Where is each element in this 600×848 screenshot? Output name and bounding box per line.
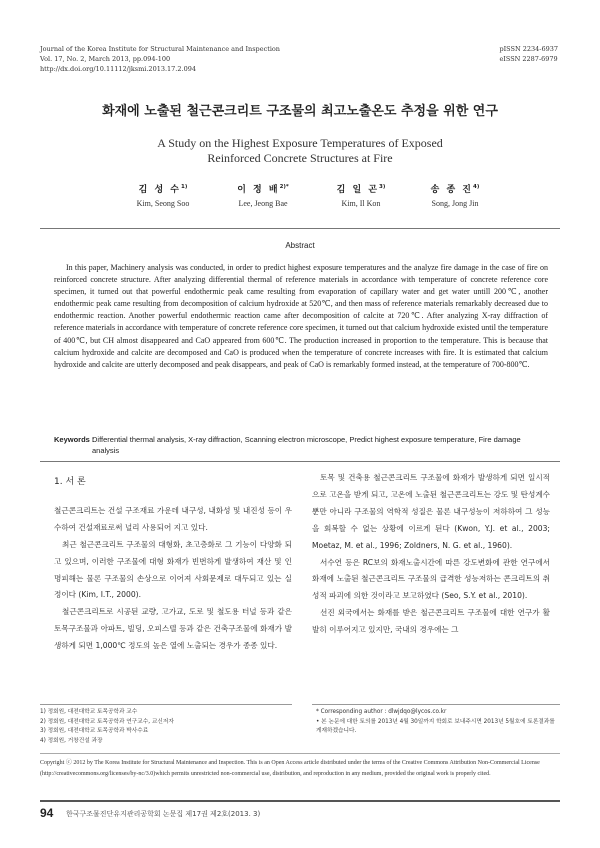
body-right-column — [312, 470, 550, 639]
body-paragraph: 선진 외국에서는 화재를 받은 철근콘크리트 구조물에 대한 연구가 활발히 이루어지고 있지만, 국내의 경우에는 그 — [312, 608, 550, 635]
page-number: 94 — [40, 806, 54, 820]
title-english — [0, 136, 600, 166]
author-4-name-en: Song, Jong Jin — [431, 199, 479, 208]
title-english-line-2: Reinforced Concrete Structures at Fire — [207, 151, 393, 165]
abstract-top-rule — [40, 228, 560, 229]
section-1-title: 1. 서 론 — [54, 477, 86, 487]
abstract-body: In this paper, Machinery analysis was conducted, in order to predict highest exposure temperatures and the analyze fire damage in the case of fire on reinforced concrete structure. After analyzing differential thermal of reference materials in accordance with temperature of concrete reference core specimen, it turned out that powerful endothermic peak came resulting from evaporation of capillary water and get water untill 200℃, another endothermic peak came resulting from decomposition of calcium hydroxide at 520℃, and then mass of reference materials remarkably decreased due to endothermic reaction. Another powerful endothermic reaction came after decomposition of calcite at 720℃. After analyzing X-ray diffraction of reference materials in accordance with temperature of concrete reference core specimen, it turned out that calcium hydroxide existed until the temperature of 400℃, but CH almost disappeared and CaO appeared from 600℃. The production increased in proportion to the temperature. This is because that calcium hydroxide and calcite are decomposed and CaO is produced when the temperature of concrete increases with fire. It is estimated that calcium hydroxide and calcite are utterly decomposed and peak disappears, and peak of CaO is remarkably formed instead, at the temperature of 700-800℃. — [54, 263, 548, 369]
title-english-line-1: A Study on the Highest Exposure Temperatures of Exposed — [157, 136, 443, 150]
copyright-notice: Copyright ⓒ 2012 by The Korea Institute for Structural Maintenance and Inspection. This is an Open Access article distributed under the terms of the Creative Commons Attribution Non-Commercial License (http://creativecommons.org/licenses/by-nc/3.0)which permits unrestricted non-commercial use, distribution, and reproduction in any medium, provided the original work is properly cited. — [40, 760, 540, 777]
copyright-rule — [40, 753, 560, 754]
body-left-column — [54, 474, 292, 655]
journal-footer: 한국구조물진단유지관리공학회 논문집 제17권 제2호(2013. 3) — [66, 810, 261, 818]
footnotes-correspondence — [316, 708, 556, 737]
doi-link[interactable]: http://dx.doi.org/10.11112/jksmi.2013.17.2.094 — [40, 65, 196, 73]
keywords-bottom-rule — [40, 461, 560, 462]
author-3-affil: 3) — [379, 184, 386, 190]
keywords-text: Differential thermal analysis, X-ray diffraction, Scanning electron microscope, Predict highest exposure temperature, Fire damage analysis — [92, 435, 521, 455]
body-paragraph: 서수연 등은 RC보의 화재노출시간에 따른 강도변화에 관한 연구에서 화재에 노출된 철근콘크리트 구조물의 급격한 성능저하는 콘크리트의 취성적 파괴에 의한 것이라고 보고하였다 (Seo, S.Y. et al., 2010). — [312, 557, 550, 601]
footer-rule — [40, 800, 560, 802]
footnote-rule-right — [312, 704, 560, 705]
footnote: 2) 정회원, 대전대학교 토목공학과 연구교수, 교신저자 — [40, 718, 174, 725]
footnote: 1) 정회원, 대전대학교 토목공학과 교수 — [40, 709, 138, 715]
journal-name: Journal of the Korea Institute for Structural Maintenance and Inspection — [40, 45, 280, 53]
author-1-affil: 1) — [181, 184, 188, 190]
body-paragraph: 철근콘크리트는 건설 구조재료 가운데 내구성, 내화성 및 내진성 등이 우수하여 건설재료로써 널리 사용되어 지고 있다. — [54, 505, 292, 532]
author-4-name-ko: 송 종 진 — [430, 185, 473, 195]
author-1-name-en: Kim, Seong Soo — [136, 199, 190, 208]
author-2-name-ko: 이 정 배 — [237, 185, 280, 195]
journal-header-info — [40, 44, 280, 74]
footnote: 4) 정회원, 거창건설 과장 — [40, 737, 103, 744]
author-2-name-en: Lee, Jeong Bae — [238, 199, 288, 208]
abstract-heading: Abstract — [285, 241, 315, 250]
corresponding-author: * Corresponding author : dlwjdqo@lycos.co.kr — [316, 709, 447, 715]
author-3-name-ko: 김 일 곤 — [336, 185, 379, 195]
keywords-label: Keywords : — [54, 435, 95, 444]
author-2 — [218, 182, 308, 208]
body-paragraph: 최근 철근콘크리트 구조물의 대형화, 초고층화로 그 기능이 다양화 되고 있으며, 이러한 구조물에 대형 화재가 빈번하게 발생하여 재산 및 인명피해는 물론 구조물의 손상으로 이어져 사회문제로 대두되고 있는 실정이다 (Kim, I.T., 2000). — [54, 539, 292, 600]
footnote-rule-left — [40, 704, 292, 705]
footnotes-affiliations — [40, 708, 290, 746]
eissn: eISSN 2287-6979 — [499, 55, 558, 63]
author-3 — [316, 182, 406, 208]
author-1-name-ko: 김 성 수 — [138, 185, 181, 195]
author-4 — [410, 182, 500, 208]
pissn: pISSN 2234-6937 — [499, 45, 558, 53]
keywords — [54, 434, 548, 456]
author-2-affil: 2)* — [279, 184, 289, 190]
author-4-affil: 4) — [473, 184, 480, 190]
title-korean: 화재에 노출된 철근콘크리트 구조물의 최고노출온도 추정을 위한 연구 — [102, 104, 498, 119]
discussion-note: • 본 논문에 대한 토의를 2013년 4월 30일까지 학회로 보내주시면 2013년 5월호에 토론결과를 게재하겠습니다. — [316, 718, 555, 735]
author-1 — [118, 182, 208, 208]
body-paragraph: 토목 및 건축용 철근콘크리트 구조물에 화재가 발생하게 되면 일시적으로 고온을 받게 되고, 고온에 노출된 철근콘크리트는 강도 및 탄성계수뿐만 아니라 구조물의 역학적 성질은 물론 내구성능이 저하하여 그 성능을 회복할 수 없는 상황에 이르게 된다 (Kwon, Y.J. et al., 2003; Moetaz, M. et al., 1996; Zoldners, N. G. et al., 1960). — [312, 473, 550, 550]
author-3-name-en: Kim, Il Kon — [341, 199, 381, 208]
body-paragraph: 철근콘크리트로 시공된 교량, 고가교, 도로 및 철도용 터널 등과 같은 토목구조물과 아파트, 빌딩, 오피스텔 등과 같은 건축구조물에 화재가 발생하게 되면 1,000℃ 정도의 높은 열에 노출되는 경우가 종종 있다. — [54, 607, 292, 651]
issn-info — [499, 44, 558, 64]
footnote: 3) 정회원, 대전대학교 토목공학과 박사수료 — [40, 728, 149, 735]
journal-volume: Vol. 17, No. 2, March 2013, pp.094-100 — [40, 55, 171, 63]
